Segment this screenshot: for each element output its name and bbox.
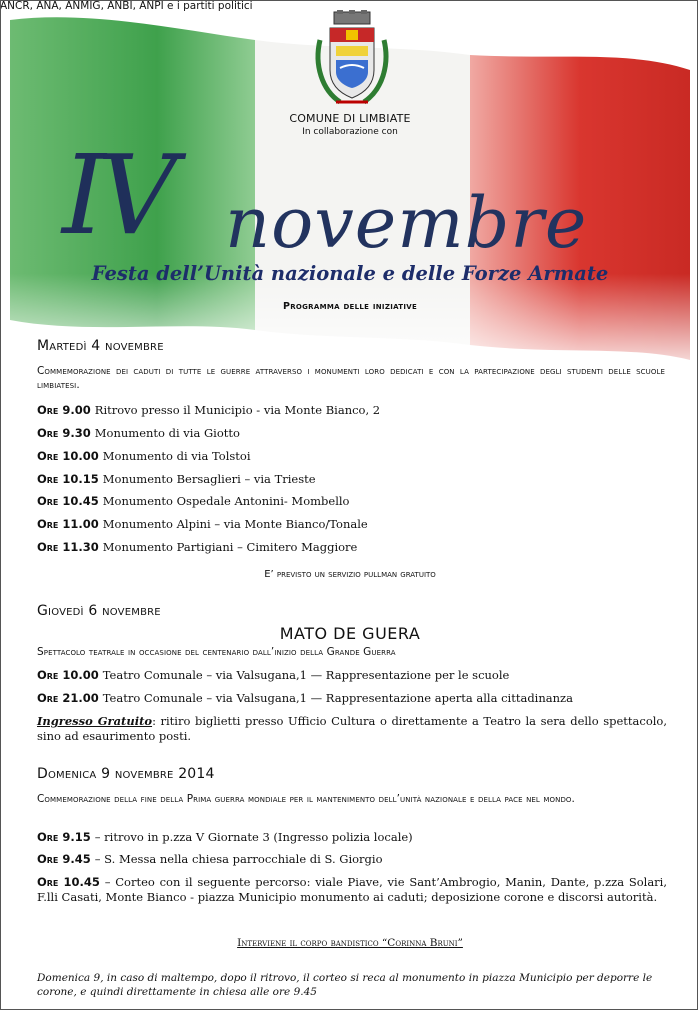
title-word: novembre: [225, 182, 588, 264]
title-roman-numeral: IV: [62, 131, 169, 259]
item-time: Ore 9.30: [37, 426, 91, 440]
item-time: Ore 11.30: [37, 540, 99, 554]
item-text: Monumento di via Giotto: [94, 426, 240, 440]
item-text: Monumento Alpini – via Monte Bianco/Tonale: [102, 517, 368, 531]
show-title: MATO DE GUERA: [279, 624, 421, 643]
day3-heading: Domenica 9 novembre 2014: [37, 766, 215, 782]
item-time: Ore 21.00: [37, 691, 99, 705]
subtitle: Festa dell’Unità nazionale e delle Forze Armate: [91, 262, 609, 285]
corteo-text: – Corteo con il seguente percorso: viale Piave, vie Sant’Ambrogio, Manin, Dante, p.zza Solari, F.lli Casati, Monte Bianco - piazza Municipio monumento ai caduti; deposizione corone e discorsi autorità.: [37, 875, 668, 904]
item-text: Monumento Ospedale Antonini- Mombello: [102, 494, 350, 508]
corteo-time: Ore 10.45: [37, 875, 100, 889]
ingresso-label: Ingresso Gratuito: [37, 714, 153, 728]
item-text: Monumento Partigiani – Cimitero Maggiore: [102, 540, 358, 554]
item-text: Monumento di via Tolstoi: [102, 449, 251, 463]
day2-description: Spettacolo teatrale in occasione del centenario dall’inizio della Grande Guerra: [37, 646, 396, 658]
item-time: Ore 10.00: [37, 449, 99, 463]
collaboration-label: In collaborazione con: [302, 127, 398, 137]
banda-note: Interviene il corpo bandistico “Corinna Bruni”: [237, 937, 463, 949]
item-time: Ore 10.45: [37, 494, 99, 508]
pullman-note: E’ previsto un servizio pullman gratuito: [264, 569, 436, 580]
day2-heading: Giovedì 6 novembre: [37, 603, 161, 619]
item-time: Ore 10.00: [37, 668, 99, 682]
day1-description: Commemorazione dei caduti di tutte le guerre attraverso i monumenti loro dedicati e con la partecipazione degli studenti delle scuole limbiatesi.: [37, 365, 665, 391]
day1-heading: Martedì 4 novembre: [37, 338, 164, 354]
item-time: Ore 10.15: [37, 472, 99, 486]
item-text: Teatro Comunale – via Valsugana,1 — Rappresentazione aperta alla cittadinanza: [102, 691, 573, 705]
item-time: Ore 9.15: [37, 830, 91, 844]
item-text: Monumento Bersaglieri – via Trieste: [102, 472, 316, 486]
programma-heading: Programma delle iniziative: [282, 301, 418, 312]
maltempo-footnote: Domenica 9, in caso di maltempo, dopo il ritrovo, il corteo si reca al monumento in piazza Municipio per deporre le corone, e quindi direttamente in chiesa alle ore 9.45: [37, 972, 653, 998]
item-text: – S. Messa nella chiesa parrocchiale di S. Giorgio: [94, 852, 383, 866]
item-time: Ore 11.00: [37, 517, 99, 531]
item-time: Ore 9.45: [37, 852, 91, 866]
ingresso-text: : ritiro biglietti presso Ufficio Cultura o direttamente a Teatro la sera dello spettacolo, sino ad esaurimento posti.: [37, 714, 668, 743]
item-text: Teatro Comunale – via Valsugana,1 — Rappresentazione per le scuole: [102, 668, 510, 682]
item-text: – ritrovo in p.zza V Giornate 3 (Ingresso polizia locale): [94, 830, 413, 844]
item-time: Ore 9.00: [37, 403, 91, 417]
item-text: Ritrovo presso il Municipio - via Monte Bianco, 2: [94, 403, 381, 417]
comune-name: COMUNE DI LIMBIATE: [289, 112, 411, 125]
day3-description: Commemorazione della fine della Prima guerra mondiale per il mantenimento dell’unità nazionale e della pace nel mondo.: [37, 793, 575, 805]
